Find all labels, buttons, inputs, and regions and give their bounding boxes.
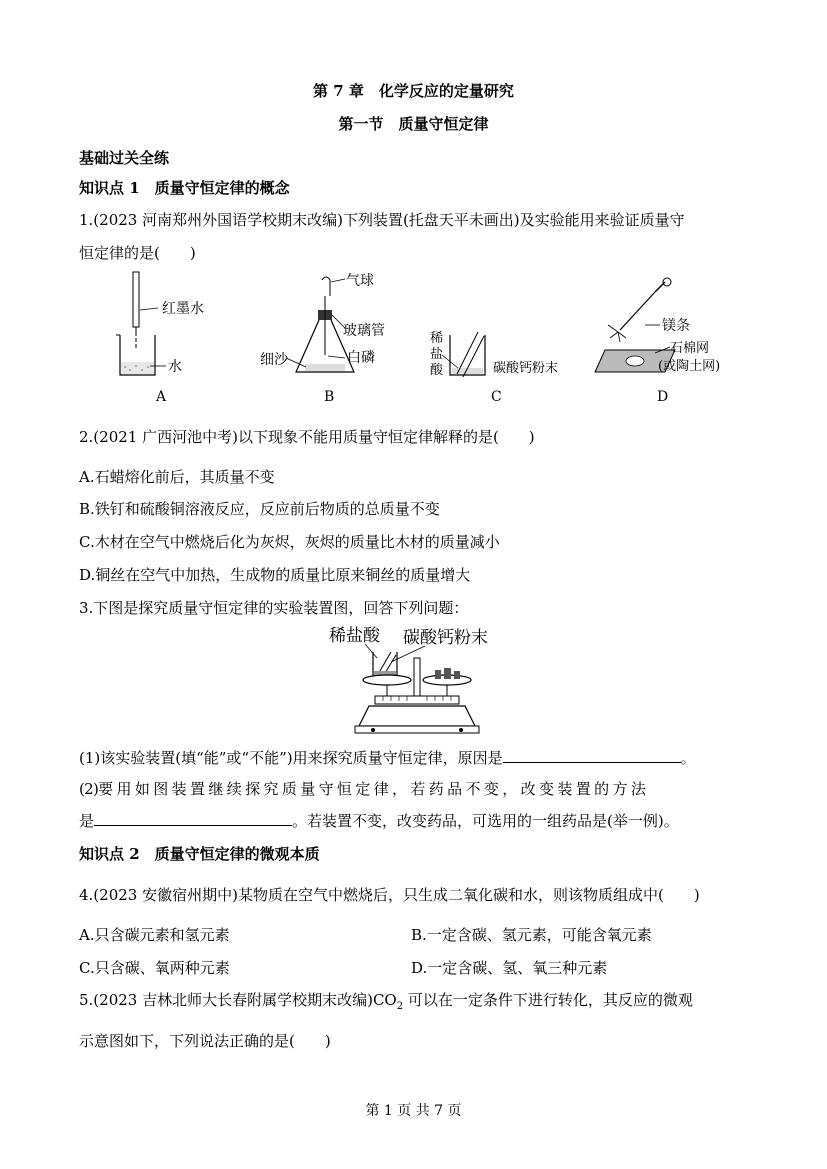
- chapter-title: 第 7 章 化学反应的定量研究: [313, 82, 514, 100]
- label-white-phosphorus: 白磷: [347, 350, 375, 366]
- label-dilute: 稀: [430, 331, 444, 346]
- question-1-line-1: 1.(2023 河南郑州外国语学校期末改编)下列装置(托盘天平未画出)及实验能用来验证质量守: [79, 211, 685, 229]
- label-red-ink: 红墨水: [162, 301, 204, 317]
- page-footer: 第 1 页 共 7 页: [365, 1103, 462, 1119]
- label-magnesium: 镁条: [662, 318, 690, 334]
- label-asbestos-net: 石棉网: [670, 341, 710, 356]
- label-calcium-carbonate: 碳酸钙粉末: [493, 361, 559, 376]
- label-glass-tube: 玻璃管: [343, 323, 385, 339]
- question-3-stem: 3.下图是探究质量守恒定律的实验装置图，回答下列问题：: [79, 599, 469, 617]
- option-letter-c: C: [491, 389, 502, 405]
- question-3-part-1: (1)该实验装置(填“能”或“不能”)用来探究质量守恒定律，原因是 。: [79, 749, 696, 767]
- label-dilute-hcl: 稀盐酸: [329, 626, 380, 646]
- label-water: 水: [168, 359, 182, 375]
- balance-apparatus: [355, 644, 479, 733]
- option-letter-d: D: [657, 389, 669, 405]
- figure-c-apparatus: [442, 332, 485, 377]
- question-2-stem: 2.(2021 广西河池中考)以下现象不能用质量守恒定律解释的是( ): [79, 428, 535, 446]
- option-letter-b: B: [324, 389, 335, 405]
- question-4-option-a: A.只含碳元素和氢元素: [79, 926, 230, 944]
- answer-blank-2[interactable]: [94, 810, 292, 826]
- question-2-option-c: C.木材在空气中燃烧后化为灰烬，灰烬的质量比木材的质量减小: [79, 533, 500, 551]
- option-letter-a: A: [156, 389, 167, 405]
- question-2-option-b: B.铁钉和硫酸铜溶液反应，反应前后物质的总质量不变: [79, 500, 440, 518]
- section-title: 第一节 质量守恒定律: [338, 115, 489, 133]
- answer-blank-1[interactable]: [503, 747, 681, 763]
- question-3-part-2-line-1: (2)要 用 如 图 装 置 继 续 探 究 质 量 守 恒 定 律 ， 若 药 品 不 变 ， 改 变 装 置 的 方 法: [79, 780, 646, 798]
- label-acid: 酸: [430, 363, 444, 378]
- label-caco3-powder: 碳酸钙粉末: [403, 628, 488, 648]
- label-sand: 细沙: [260, 352, 288, 368]
- question-1-line-2: 恒定律的是( ): [79, 244, 196, 262]
- figure-a-apparatus: [116, 272, 166, 375]
- knowledge-point-2: 知识点 2 质量守恒定律的微观本质: [79, 845, 320, 863]
- question-5-line-2: 示意图如下，下列说法正确的是( ): [79, 1032, 331, 1050]
- question-4-option-d: D.一定含碳、氢、氧三种元素: [411, 959, 608, 977]
- question-1-figure: [100, 270, 750, 410]
- question-5-line-1: 5.(2023 吉林北师大长春附属学校期末改编)$CO_2$ 可以在一定条件下进行转化，其反应的微观: [79, 991, 693, 1012]
- question-3-figure: [325, 622, 505, 737]
- knowledge-point-1: 知识点 1 质量守恒定律的概念: [79, 179, 290, 197]
- question-4-option-c: C.只含碳、氧两种元素: [79, 959, 230, 977]
- question-4-option-b: B.一定含碳、氢元素，可能含氧元素: [411, 926, 652, 944]
- exercise-heading: 基础过关全练: [79, 149, 170, 167]
- question-3-part-2-line-2: 是 。若装置不变，改变药品，可选用的一组药品是(举一例)。: [79, 812, 679, 830]
- question-2-option-d: D.铜丝在空气中加热，生成物的质量比原来铜丝的质量增大: [79, 566, 471, 584]
- question-2-option-a: A.石蜡熔化前后，其质量不变: [79, 468, 275, 486]
- label-balloon: 气球: [346, 273, 374, 289]
- label-hydrochloric: 盐: [430, 347, 444, 362]
- question-4-stem: 4.(2023 安徽宿州期中)某物质在空气中燃烧后，只生成二氧化碳和水，则该物质组成中( ): [79, 886, 700, 904]
- label-clay-net: (或陶土网): [658, 359, 721, 374]
